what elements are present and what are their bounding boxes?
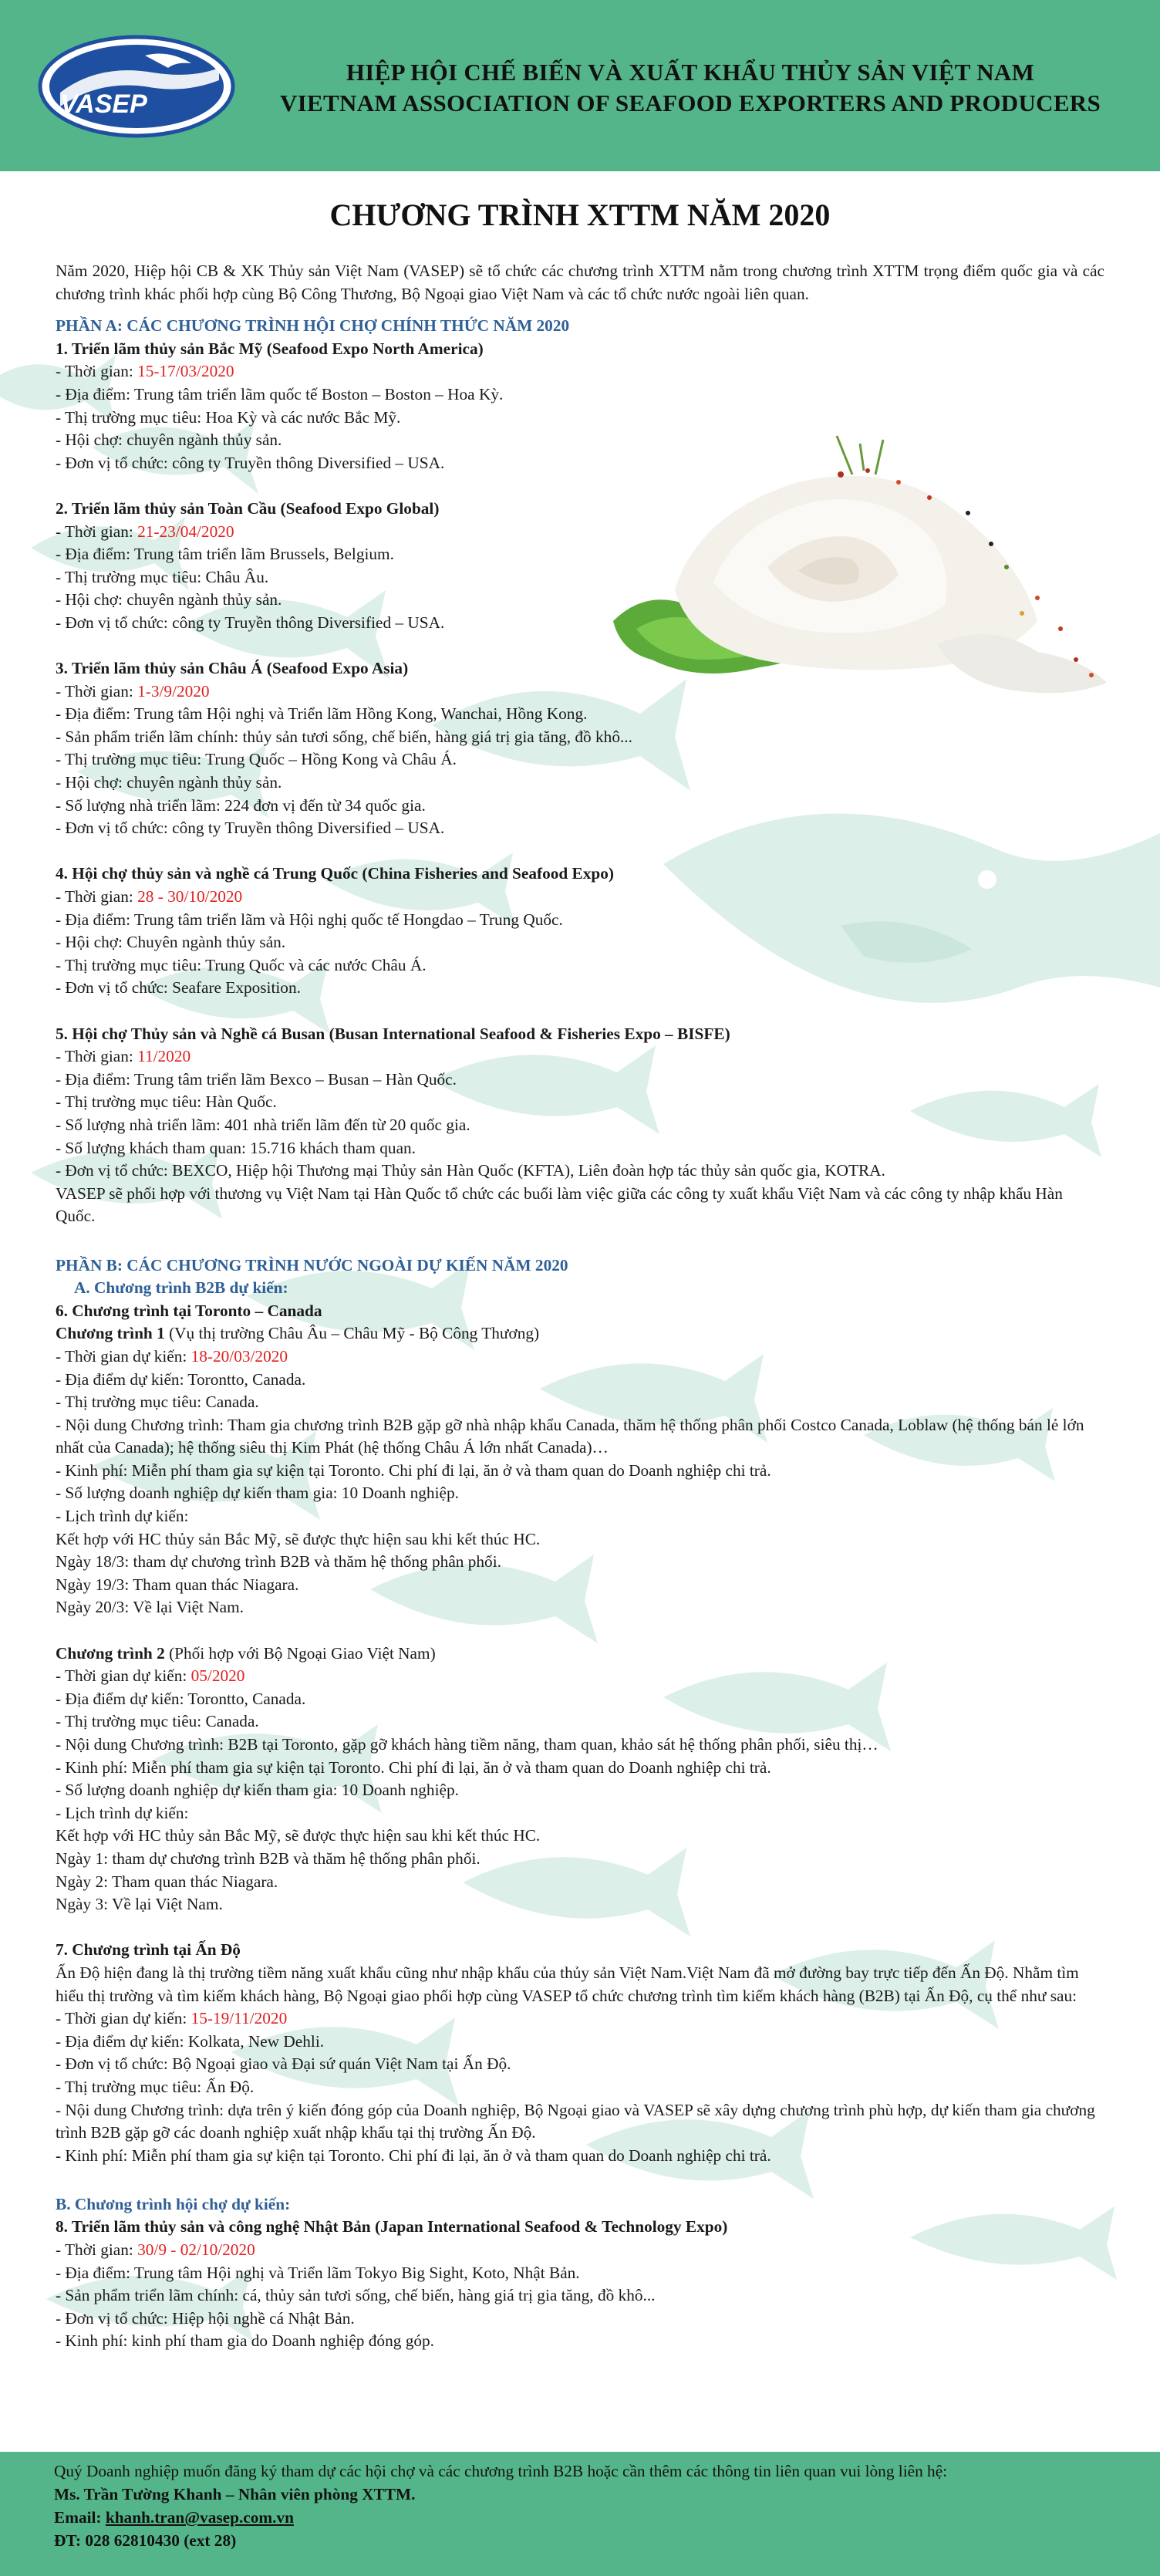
program-2-line: Ngày 2: Tham quan thác Niagara. bbox=[56, 1872, 278, 1891]
section-3-date: 1-3/9/2020 bbox=[137, 681, 210, 701]
section-6-title: 6. Chương trình tại Toronto – Canada bbox=[56, 1301, 322, 1320]
section-3-line: - Sản phẩm triển lãm chính: thủy sản tươi sống, chế biến, hàng giá trị gia tăng, đồ khô... bbox=[56, 727, 632, 746]
footer-email-label: Email: bbox=[54, 2508, 106, 2527]
part-a-heading: PHẦN A: CÁC CHƯƠNG TRÌNH HỘI CHỢ CHÍNH THỨC NĂM 2020 bbox=[56, 316, 570, 336]
logo-wordmark: VASEP bbox=[60, 89, 147, 119]
section-8-time bbox=[56, 2239, 1104, 2262]
section-2-line: - Đơn vị tổ chức: công ty Truyền thông Diversified – USA. bbox=[56, 613, 445, 632]
footer-text bbox=[54, 2460, 1118, 2552]
footer-email-link[interactable]: khanh.tran@vasep.com.vn bbox=[105, 2508, 294, 2527]
program-2-line: - Số lượng doanh nghiệp dự kiến tham gia: 10 Doanh nghiệp. bbox=[56, 1781, 459, 1800]
contact-footer bbox=[0, 2452, 1160, 2576]
section-2-title: 2. Triển lãm thủy sản Toàn Cầu (Seafood Expo Global) bbox=[56, 498, 440, 518]
section-1-line: - Địa điểm: Trung tâm triển lãm quốc tế Boston – Boston – Hoa Kỳ. bbox=[56, 384, 504, 403]
section-3-line: - Thị trường mục tiêu: Trung Quốc – Hồng Kong và Châu Á. bbox=[56, 750, 457, 769]
program-1-line: - Nội dung Chương trình: Tham gia chương trình B2B gặp gỡ nhà nhập khẩu Canada, thăm hệ thống phân phối Costco Canada, Loblaw (hệ thống bán lẻ lớn nhất của Canada); hệ thống siêu thị Kim Phát (hệ thống Châu Á lớn nhất Canada)… bbox=[56, 1415, 1084, 1457]
section-1-line: - Hội chợ: chuyên ngành thủy sản. bbox=[56, 430, 282, 450]
section-2-date: 21-23/04/2020 bbox=[137, 522, 234, 541]
footer-phone: ĐT: 028 62810430 (ext 28) bbox=[54, 2531, 237, 2550]
vasep-logo bbox=[37, 32, 236, 140]
program-1-heading bbox=[56, 1322, 1104, 1345]
program-1-date: 18-20/03/2020 bbox=[191, 1346, 288, 1366]
section-5-line: - Đơn vị tổ chức: BEXCO, Hiệp hội Thương mại Thủy sản Hàn Quốc (KFTA), Liên đoàn hợp tác thủy sản quốc gia, KOTRA. bbox=[56, 1161, 885, 1180]
program-2-date: 05/2020 bbox=[191, 1666, 245, 1686]
program-2-line: - Lịch trình dự kiến: bbox=[56, 1803, 189, 1822]
program-2-line: Ngày 3: Về lại Việt Nam. bbox=[56, 1895, 223, 1914]
section-1-line: - Thị trường mục tiêu: Hoa Kỳ và các nước Bắc Mỹ. bbox=[56, 407, 401, 427]
section-4-line: - Địa điểm: Trung tâm triển lãm và Hội nghị quốc tế Hongdao – Trung Quốc. bbox=[56, 910, 563, 929]
section-1-date: 15-17/03/2020 bbox=[137, 362, 234, 381]
program-1-line: - Lịch trình dự kiến: bbox=[56, 1507, 189, 1526]
section-7-intro: Ấn Độ hiện đang là thị trường tiềm năng xuất khẩu cũng như nhập khẩu của thủy sản Việt Nam.Việt Nam đã mở đường bay trực tiếp đến Ấn Độ. Nhằm tìm hiểu thị trường và tìm kiếm khách hàng, Bộ Ngoại giao phối hợp cùng VASEP tổ chức chương trình tìm kiếm khách hàng (B2B) tại Ấn Độ, cụ thể như sau: bbox=[56, 1963, 1079, 2005]
section-3-title: 3. Triển lãm thủy sản Châu Á (Seafood Expo Asia) bbox=[56, 659, 409, 678]
section-2-line: - Địa điểm: Trung tâm triển lãm Brussels, Belgium. bbox=[56, 545, 394, 564]
time-label: - Thời gian dự kiến: bbox=[56, 1346, 191, 1366]
section-7-line: - Nội dung Chương trình: dựa trên ý kiến đóng góp của Doanh nghiệp, Bộ Ngoại giao và VASEP sẽ xây dựng chương trình phù hợp, dự kiến tham gia chương trình B2B gặp gỡ các doanh nghiệp xuất nhập khẩu tại thị trường Ấn Độ. bbox=[56, 2100, 1095, 2142]
part-b-heading: PHẦN B: CÁC CHƯƠNG TRÌNH NƯỚC NGOÀI DỰ KIẾN NĂM 2020 bbox=[56, 1255, 568, 1274]
page-title: CHƯƠNG TRÌNH XTTM NĂM 2020 bbox=[329, 198, 831, 232]
program-1-line: - Kinh phí: Miễn phí tham gia sự kiện tại Toronto. Chi phí đi lại, ăn ở và tham quan do Doanh nghiệp chi trả. bbox=[56, 1460, 771, 1480]
section-2-time bbox=[56, 521, 1104, 544]
program-1-line: Ngày 18/3: tham dự chương trình B2B và thăm hệ thống phân phối. bbox=[56, 1552, 501, 1572]
section-4-line: - Đơn vị tổ chức: Seafare Exposition. bbox=[56, 978, 301, 998]
footer-email-row bbox=[54, 2506, 1118, 2529]
section-2-line: - Thị trường mục tiêu: Châu Âu. bbox=[56, 567, 269, 586]
section-7-line: - Đơn vị tổ chức: Bộ Ngoại giao và Đại sứ quán Việt Nam tại Ấn Độ. bbox=[56, 2054, 511, 2074]
section-4-line: - Thị trường mục tiêu: Trung Quốc và các nước Châu Á. bbox=[56, 955, 427, 974]
time-label: - Thời gian: bbox=[56, 887, 138, 906]
section-4-date: 28 - 30/10/2020 bbox=[137, 887, 243, 906]
part-b-sub-b: B. Chương trình hội chợ dự kiến: bbox=[56, 2194, 291, 2213]
section-1-time bbox=[56, 360, 1104, 383]
program-1-line: - Số lượng doanh nghiệp dự kiến tham gia: 10 Doanh nghiệp. bbox=[56, 1484, 459, 1503]
section-4-time bbox=[56, 886, 1104, 909]
time-label: - Thời gian: bbox=[56, 681, 138, 701]
program-1-line: Kết hợp với HC thủy sản Bắc Mỹ, sẽ được thực hiện sau khi kết thúc HC. bbox=[56, 1529, 541, 1548]
section-8-line: - Sản phẩm triển lãm chính: cá, thủy sản tươi sống, chế biến, hàng giá trị gia tăng, đồ khô... bbox=[56, 2286, 656, 2305]
section-8-line: - Địa điểm: Trung tâm Hội nghị và Triển lãm Tokyo Big Sight, Koto, Nhật Bản. bbox=[56, 2263, 580, 2282]
section-1-line: - Đơn vị tổ chức: công ty Truyền thông Diversified – USA. bbox=[56, 453, 445, 472]
section-7-date: 15-19/11/2020 bbox=[191, 2009, 288, 2028]
section-3-line: - Địa điểm: Trung tâm Hội nghị và Triển lãm Hồng Kong, Wanchai, Hồng Kong. bbox=[56, 704, 588, 724]
section-7-title: 7. Chương trình tại Ấn Độ bbox=[56, 1940, 241, 1960]
section-8-title: 8. Triển lãm thủy sản và công nghệ Nhật Bản (Japan International Seafood & Technology Expo) bbox=[56, 2217, 728, 2237]
section-8-line: - Kinh phí: kinh phí tham gia do Doanh nghiệp đóng góp. bbox=[56, 2331, 434, 2351]
program-2-line: Ngày 1: tham dự chương trình B2B và thăm hệ thống phân phối. bbox=[56, 1848, 481, 1868]
program-2-note: (Phối hợp với Bộ Ngoại Giao Việt Nam) bbox=[164, 1643, 436, 1663]
program-2-line: - Địa điểm dự kiến: Torontto, Canada. bbox=[56, 1689, 306, 1708]
program-2-line: - Kinh phí: Miễn phí tham gia sự kiện tại Toronto. Chi phí đi lại, ăn ở và tham quan do Doanh nghiệp chi trả. bbox=[56, 1757, 771, 1777]
program-1-line: Ngày 20/3: Về lại Việt Nam. bbox=[56, 1598, 244, 1617]
section-8-date: 30/9 - 02/10/2020 bbox=[137, 2240, 255, 2260]
program-1-line: Ngày 19/3: Tham quan thác Niagara. bbox=[56, 1575, 299, 1594]
section-3-line: - Số lượng nhà triển lãm: 224 đơn vị đến từ 34 quốc gia. bbox=[56, 795, 426, 815]
section-7-line: - Địa điểm dự kiến: Kolkata, New Dehli. bbox=[56, 2031, 325, 2051]
program-2-time bbox=[56, 1665, 1104, 1688]
time-label: - Thời gian: bbox=[56, 522, 138, 541]
section-3-line: - Đơn vị tổ chức: công ty Truyền thông Diversified – USA. bbox=[56, 819, 445, 838]
program-1-line: - Thị trường mục tiêu: Canada. bbox=[56, 1393, 259, 1412]
program-1-name: Chương trình 1 bbox=[56, 1324, 165, 1343]
section-5-line: - Thị trường mục tiêu: Hàn Quốc. bbox=[56, 1092, 277, 1112]
section-5-date: 11/2020 bbox=[137, 1047, 191, 1066]
section-7-line: - Kinh phí: Miễn phí tham gia sự kiện tại Toronto. Chi phí đi lại, ăn ở và tham quan do Doanh nghiệp chi trả. bbox=[56, 2146, 771, 2165]
section-3-line: - Hội chợ: chuyên ngành thủy sản. bbox=[56, 773, 282, 792]
program-2-name: Chương trình 2 bbox=[56, 1643, 165, 1663]
part-b-sub-a: A. Chương trình B2B dự kiến: bbox=[74, 1278, 288, 1298]
section-3-time bbox=[56, 680, 1104, 704]
time-label: - Thời gian: bbox=[56, 2240, 138, 2260]
header-banner bbox=[0, 0, 1160, 171]
program-1-time bbox=[56, 1345, 1104, 1369]
section-4-title: 4. Hội chợ thủy sản và nghề cá Trung Quốc (China Fisheries and Seafood Expo) bbox=[56, 864, 614, 883]
program-2-line: Kết hợp với HC thủy sản Bắc Mỹ, sẽ được thực hiện sau khi kết thúc HC. bbox=[56, 1826, 541, 1845]
footer-contact-name: Ms. Trần Tường Khanh – Nhân viên phòng XTTM. bbox=[54, 2485, 416, 2503]
program-content bbox=[56, 260, 1104, 2353]
intro-paragraph: Năm 2020, Hiệp hội CB & XK Thủy sản Việt Nam (VASEP) sẽ tổ chức các chương trình XTTM nằm trong chương trình XTTM trọng điểm quốc gia và các chương trình khác phối hợp cùng Bộ Công Thương, Bộ Ngoại giao Việt Nam và các tổ chức nước ngoài liên quan. bbox=[56, 262, 1104, 303]
section-5-time bbox=[56, 1045, 1104, 1069]
section-5-line: - Số lượng nhà triển lãm: 401 nhà triển lãm đến từ 20 quốc gia. bbox=[56, 1115, 470, 1134]
program-2-heading bbox=[56, 1642, 1104, 1666]
time-label: - Thời gian: bbox=[56, 1047, 138, 1066]
org-name-en: VIETNAM ASSOCIATION OF SEAFOOD EXPORTERS AND PRODUCERS bbox=[279, 89, 1101, 116]
footer-contact-invite: Quý Doanh nghiệp muốn đăng ký tham dự các hội chợ và các chương trình B2B hoặc cần thêm các thông tin liên quan vui lòng liên hệ: bbox=[54, 2462, 948, 2480]
section-1-title: 1. Triển lãm thủy sản Bắc Mỹ (Seafood Expo North America) bbox=[56, 339, 484, 358]
program-1-note: (Vụ thị trường Châu Âu – Châu Mỹ - Bộ Công Thương) bbox=[164, 1324, 540, 1343]
section-5-line: - Địa điểm: Trung tâm triển lãm Bexco – Busan – Hàn Quốc. bbox=[56, 1069, 457, 1089]
section-2-line: - Hội chợ: chuyên ngành thủy sản. bbox=[56, 590, 282, 609]
section-8-line: - Đơn vị tổ chức: Hiệp hội nghề cá Nhật Bản. bbox=[56, 2308, 355, 2328]
section-7-time bbox=[56, 2007, 1104, 2031]
time-label: - Thời gian: bbox=[56, 362, 138, 381]
time-label: - Thời gian dự kiến: bbox=[56, 1666, 191, 1686]
section-5-title: 5. Hội chợ Thủy sản và Nghề cá Busan (Busan International Seafood & Fisheries Expo – BISFE) bbox=[56, 1024, 730, 1043]
section-5-line: - Số lượng khách tham quan: 15.716 khách tham quan. bbox=[56, 1138, 416, 1157]
program-1-line: - Địa điểm dự kiến: Torontto, Canada. bbox=[56, 1369, 306, 1389]
time-label: - Thời gian dự kiến: bbox=[56, 2009, 191, 2028]
org-name-vi: HIỆP HỘI CHẾ BIẾN VÀ XUẤT KHẨU THỦY SẢN VIỆT NAM bbox=[346, 59, 1035, 86]
program-2-line: - Thị trường mục tiêu: Canada. bbox=[56, 1712, 259, 1731]
program-2-line: - Nội dung Chương trình: B2B tại Toronto, gặp gỡ khách hàng tiềm năng, tham quan, khảo sát hệ thống phân phối, siêu thị… bbox=[56, 1735, 878, 1754]
section-4-line: - Hội chợ: Chuyên ngành thủy sản. bbox=[56, 933, 286, 952]
section-5-line: VASEP sẽ phối hợp với thương vụ Việt Nam tại Hàn Quốc tổ chức các buổi làm việc giữa các công ty xuất khẩu Việt Nam và các công ty nhập khẩu Hàn Quốc. bbox=[56, 1183, 1063, 1226]
section-7-line: - Thị trường mục tiêu: Ấn Độ. bbox=[56, 2077, 255, 2096]
